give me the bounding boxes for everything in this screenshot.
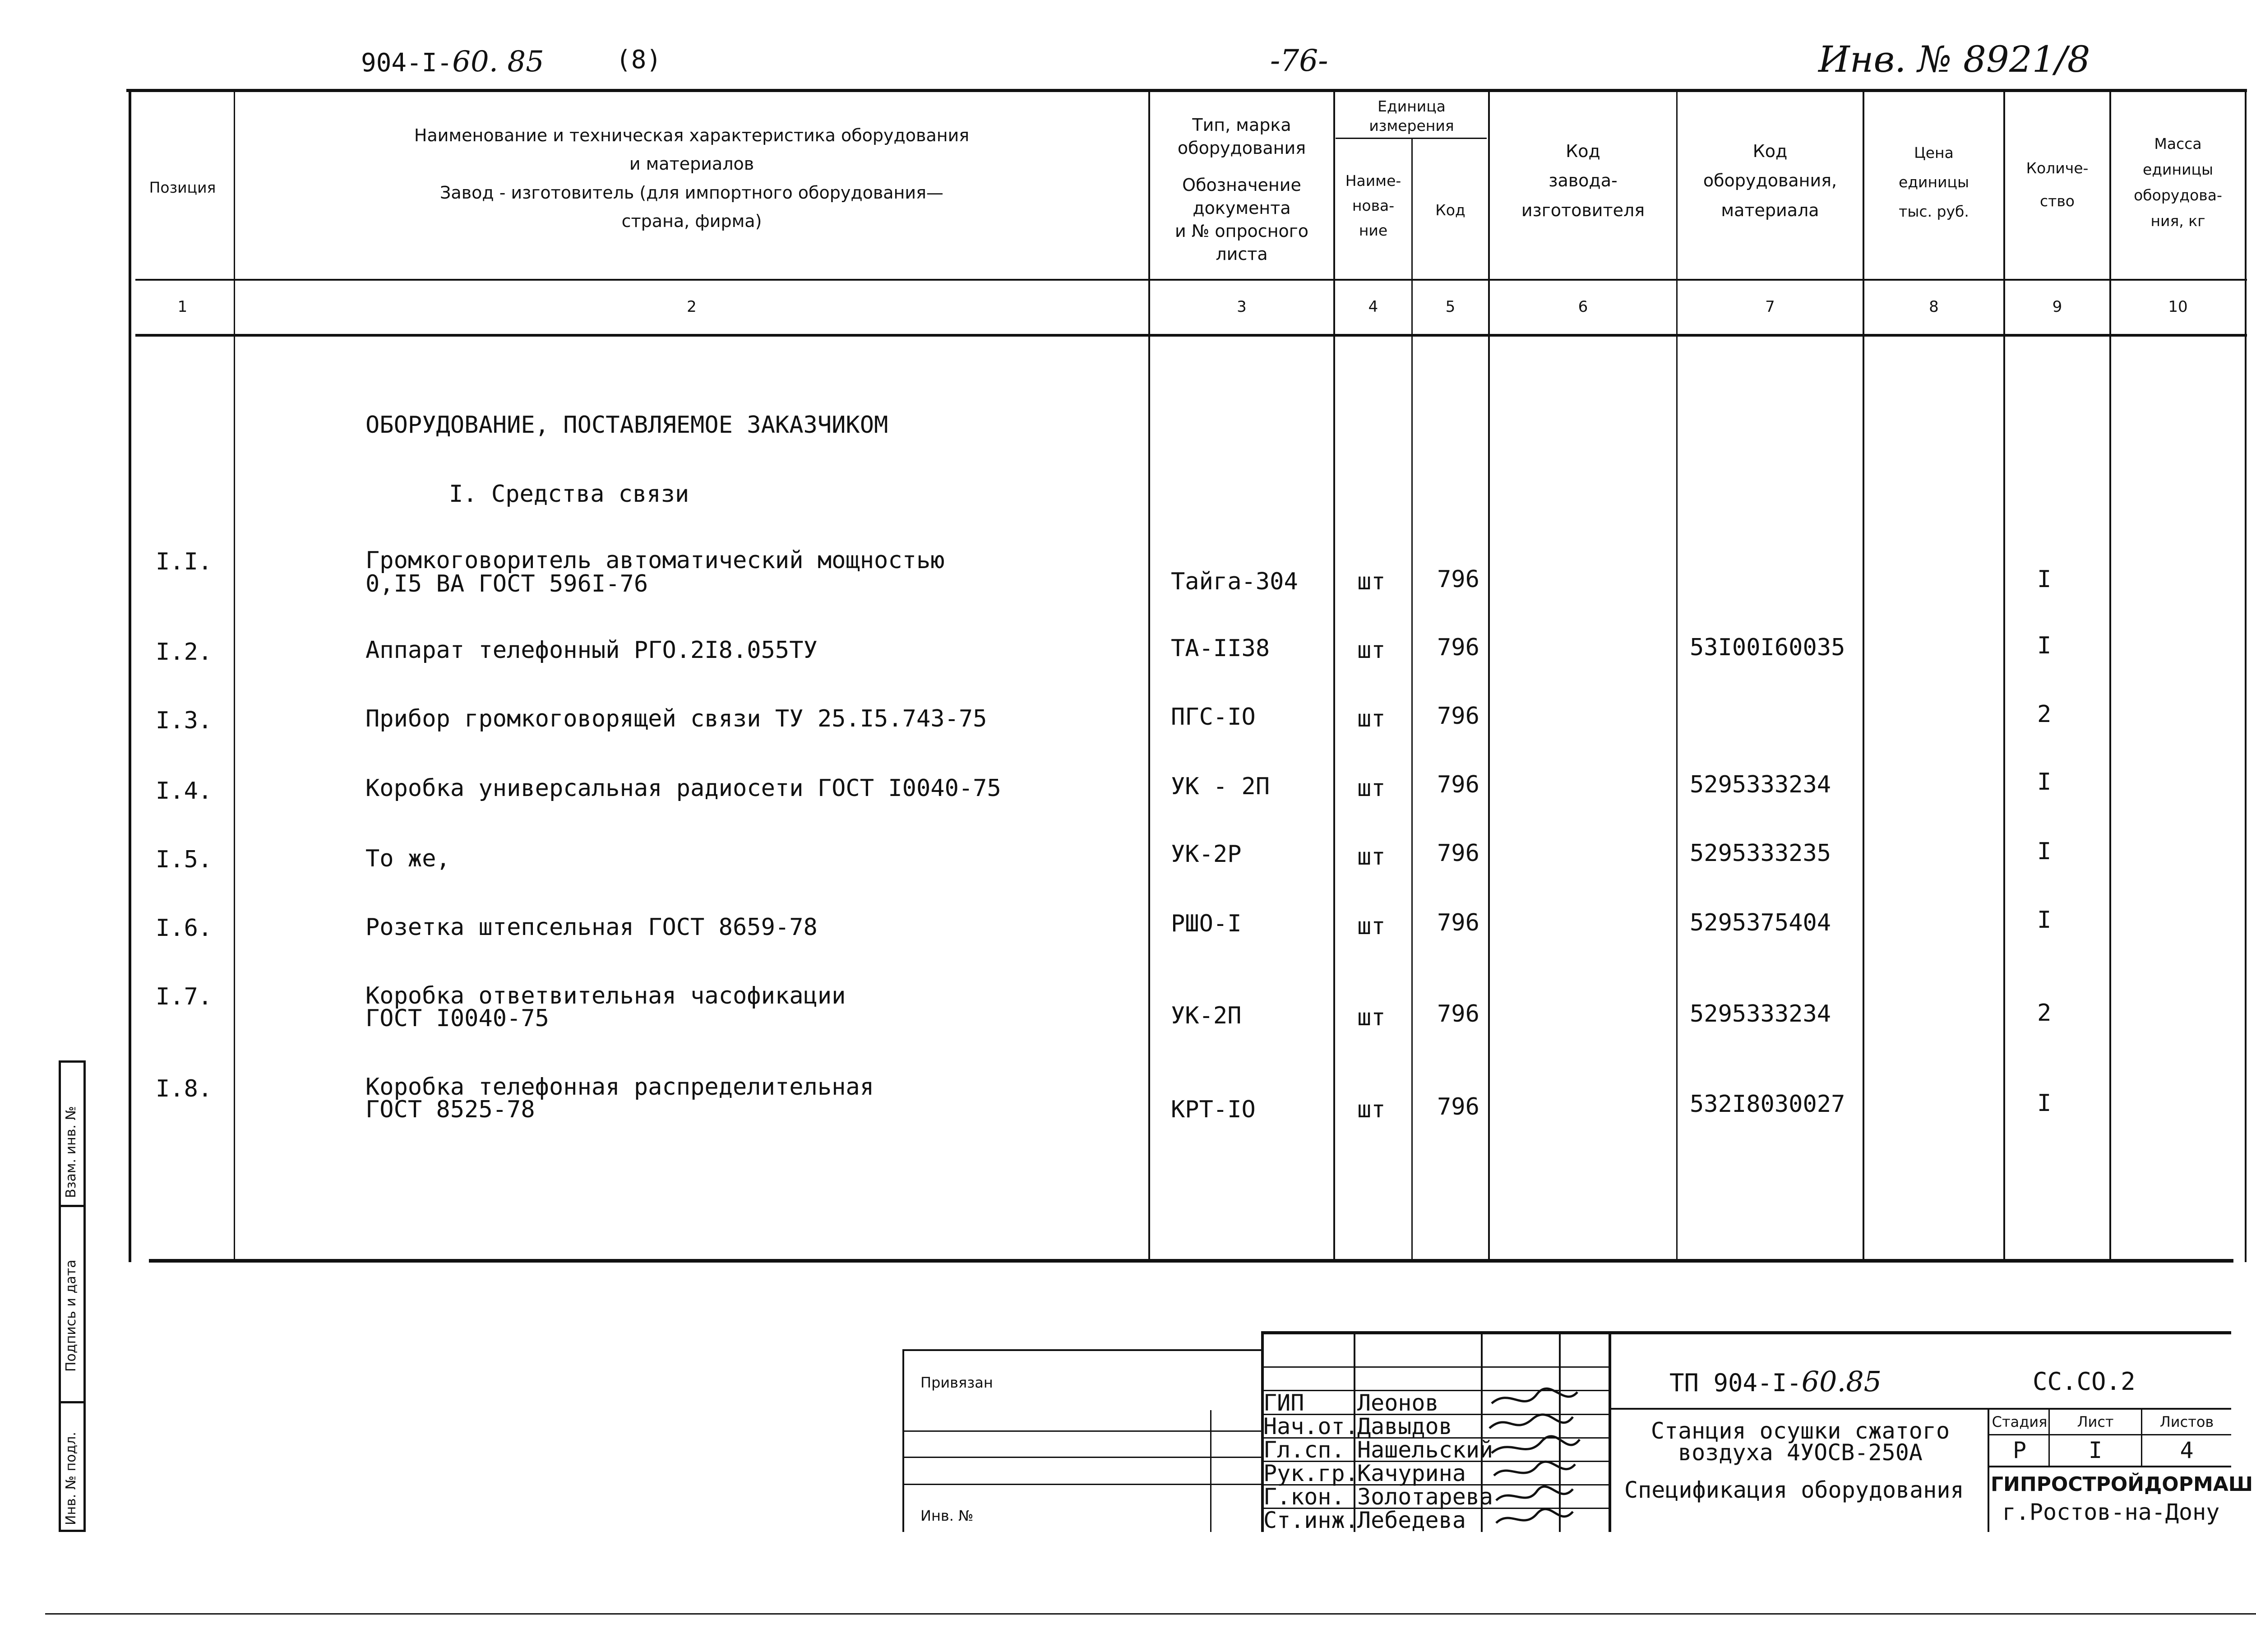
- col-line-9: [2109, 89, 2111, 1262]
- row-name-line2: ГОСТ 8525-78: [365, 1096, 535, 1123]
- page-bottom-line: [45, 1613, 2256, 1615]
- header-unit-l1: Единица: [1378, 97, 1446, 115]
- doc-number-handwritten: 60. 85: [452, 45, 544, 79]
- table-bottom-border: [149, 1259, 2233, 1263]
- inventory-number: Инв. № 8921/8: [1818, 38, 2090, 80]
- privyazan-line1: [902, 1430, 1263, 1432]
- row-material-code: 53I00I60035: [1690, 634, 1845, 661]
- row-name-line1: Прибор громкоговорящей связи ТУ 25.I5.743-75: [365, 705, 987, 732]
- subsection-title: I. Средства связи: [449, 481, 689, 508]
- header-unit-code: Код: [1435, 201, 1465, 219]
- row-unit-code: 796: [1437, 909, 1479, 936]
- table-top-border: [126, 89, 2247, 92]
- col-line-7: [1863, 89, 1864, 1262]
- row-unit: шт: [1357, 568, 1386, 595]
- side-strip-top: [59, 1060, 86, 1063]
- name-lebedeva: Лебедева: [1357, 1507, 1466, 1533]
- side-vzam-label: Взам. инв. №: [63, 1106, 79, 1198]
- header-type-l5: и № опросного: [1174, 221, 1309, 241]
- colnum-3: 3: [1237, 298, 1247, 316]
- header-factory-code-l3: изготовителя: [1521, 200, 1645, 220]
- row-quantity: 2: [2037, 1000, 2052, 1027]
- row-unit-code: 796: [1437, 771, 1479, 798]
- privyazan-line2: [902, 1457, 1263, 1458]
- row-unit: шт: [1357, 1004, 1386, 1031]
- org-name: ГИПРОСТРОЙДОРМАШ: [1991, 1473, 2253, 1496]
- header-factory-code: [1490, 140, 1676, 222]
- page-number: -76-: [1270, 43, 1328, 78]
- stage-row-bottom: [1988, 1466, 2231, 1467]
- row-unit-code: 796: [1437, 634, 1479, 661]
- colnum-8: 8: [1929, 298, 1939, 316]
- header-material-code-l1: Код: [1752, 141, 1788, 161]
- row-name-line2: 0,I5 ВА ГОСТ 596I-76: [365, 570, 648, 597]
- sheets-value: 4: [2180, 1437, 2194, 1463]
- role-gl-sp: Гл.сп.: [1263, 1437, 1345, 1463]
- tp-number: [1669, 1365, 1882, 1398]
- side-strip-div1: [59, 1205, 86, 1207]
- doc-number-print: 904-I-: [361, 48, 453, 78]
- privyazan-left: [902, 1349, 904, 1532]
- signature-5: [1496, 1486, 1573, 1500]
- row-type: КРТ-IO: [1171, 1096, 1256, 1123]
- side-strip-bottom: [59, 1530, 86, 1532]
- org-city: г.Ростов-на-Дону: [2002, 1499, 2220, 1525]
- col-line-3: [1333, 89, 1335, 1262]
- row-quantity: I: [2037, 566, 2052, 593]
- row-material-code: 5295333235: [1690, 840, 1831, 867]
- signatures-drawing: [1483, 1385, 1595, 1532]
- side-strip-right: [83, 1060, 86, 1532]
- row-name-line1: Аппарат телефонный РГО.2I8.055ТУ: [365, 637, 818, 664]
- header-price-l2: единицы: [1898, 173, 1969, 191]
- sheets-label: Листов: [2159, 1413, 2214, 1430]
- header-quantity-l2: ство: [2039, 192, 2075, 210]
- colnum-7: 7: [1765, 298, 1775, 316]
- title-line2: воздуха 4УОСВ-250А: [1678, 1439, 1923, 1466]
- row-type: УК - 2П: [1171, 773, 1270, 800]
- colnum-2: 2: [687, 298, 697, 316]
- row-position: I.2.: [156, 639, 213, 666]
- name-zolotareva: Золотарева: [1357, 1484, 1493, 1510]
- stamp-grid-right: [1609, 1331, 1611, 1532]
- header-mass-l4: ния, кг: [2150, 212, 2205, 230]
- row-quantity: I: [2037, 907, 2052, 934]
- colnum-5: 5: [1445, 298, 1456, 316]
- sheet-label: Лист: [2077, 1413, 2114, 1430]
- doc-number: [361, 45, 544, 79]
- row-position: I.I.: [156, 548, 213, 575]
- signature-2: [1489, 1415, 1573, 1428]
- header-name-l3: Завод - изготовитель (для импортного оборудования—: [440, 182, 943, 203]
- row-position: I.5.: [156, 846, 213, 873]
- header-quantity-l1: Количе-: [2026, 159, 2089, 177]
- header-name: [235, 124, 1148, 233]
- stage-label: Стадия: [1992, 1413, 2048, 1430]
- header-type-l2: оборудования: [1177, 138, 1306, 158]
- section-title: ОБОРУДОВАНИЕ, ПОСТАВЛЯЕМОЕ ЗАКАЗЧИКОМ: [365, 412, 888, 439]
- role-g-kon: Г.кон.: [1263, 1484, 1345, 1510]
- col-line-10: [2245, 89, 2247, 1262]
- privyazan-inner-v: [1210, 1410, 1211, 1532]
- row-quantity: I: [2037, 1090, 2052, 1117]
- header-name-l2: и материалов: [629, 154, 754, 174]
- header-type-l6: листа: [1216, 244, 1268, 264]
- name-leonov: Леонов: [1357, 1390, 1439, 1416]
- side-strip-left: [59, 1060, 61, 1532]
- header-mass-l3: оборудова-: [2134, 186, 2222, 204]
- header-name-l1: Наименование и техническая характеристика оборудования: [414, 125, 970, 145]
- sheet-code: СС.СО.2: [2033, 1367, 2136, 1396]
- row-quantity: I: [2037, 632, 2052, 659]
- tp-number-print: ТП 904-I-: [1669, 1369, 1802, 1397]
- role-st-inzh: Ст.инж.: [1263, 1507, 1359, 1533]
- row-position: I.4.: [156, 777, 213, 805]
- name-kachurina: Качурина: [1357, 1460, 1466, 1486]
- header-factory-code-l2: завода-: [1549, 171, 1618, 191]
- privyazan-line3: [902, 1484, 1263, 1485]
- header-price-l3: тыс. руб.: [1899, 202, 1969, 220]
- header-material-code: [1678, 140, 1863, 222]
- row-unit: шт: [1357, 705, 1386, 732]
- row-type: Тайга-304: [1171, 568, 1298, 595]
- title-v-divider: [1988, 1408, 1989, 1532]
- side-strip-div2: [59, 1401, 86, 1403]
- colnum-divider: [135, 334, 2247, 337]
- header-unit-name-l3: ние: [1359, 221, 1388, 239]
- row-type: ПГС-IO: [1171, 703, 1256, 731]
- privyazan-top: [902, 1349, 1263, 1351]
- role-gip: ГИП: [1263, 1390, 1304, 1416]
- row-quantity: 2: [2037, 701, 2052, 728]
- row-position: I.7.: [156, 983, 213, 1010]
- row-name-line1: Коробка телефонная распределительная: [365, 1074, 874, 1101]
- row-name-line1: Громкоговоритель автоматический мощностью: [365, 547, 945, 574]
- colnum-6: 6: [1578, 298, 1588, 316]
- row-unit-code: 796: [1437, 1000, 1479, 1027]
- row-position: I.6.: [156, 915, 213, 942]
- col-line-5: [1488, 89, 1490, 1262]
- title-line1: Станция осушки сжатого: [1650, 1418, 1950, 1444]
- header-divider: [135, 279, 2247, 281]
- name-nashelsky: Нашельский: [1357, 1437, 1493, 1463]
- header-unit: [1335, 97, 1488, 136]
- title-h-divider: [1609, 1408, 2231, 1410]
- header-type-l1: Тип, марка: [1192, 115, 1291, 135]
- row-type: УК-2П: [1171, 1002, 1242, 1029]
- stage-row-top: [1988, 1434, 2231, 1435]
- row-position: I.3.: [156, 707, 213, 734]
- row-name-line1: Коробка ответвительная часофикации: [365, 982, 846, 1009]
- title-line3: Спецификация оборудования: [1624, 1477, 1964, 1503]
- header-mass-l2: единицы: [2142, 160, 2214, 178]
- signature-1: [1492, 1388, 1577, 1403]
- header-mass: [2111, 134, 2245, 231]
- row-quantity: I: [2037, 838, 2052, 865]
- privyazan-label: Привязан: [920, 1374, 993, 1391]
- signature-6: [1496, 1509, 1573, 1523]
- row-material-code: 5295375404: [1690, 909, 1831, 936]
- row-unit: шт: [1357, 1096, 1386, 1123]
- row-unit: шт: [1357, 637, 1386, 664]
- name-davydov: Давыдов: [1357, 1413, 1452, 1439]
- role-ruk-gr: Рук.гр.: [1263, 1460, 1359, 1486]
- header-quantity: [2005, 159, 2109, 211]
- sheet-paren: (8): [616, 45, 662, 74]
- header-factory-code-l1: Код: [1566, 141, 1600, 161]
- tp-number-handwritten: 60.85: [1801, 1365, 1882, 1398]
- row-type: РШО-I: [1171, 910, 1242, 937]
- row-unit: шт: [1357, 913, 1386, 940]
- row-type: УК-2Р: [1171, 841, 1242, 868]
- row-unit-code: 796: [1437, 840, 1479, 867]
- row-position: I.8.: [156, 1075, 213, 1102]
- role-nach-ot: Нач.от.: [1263, 1413, 1359, 1439]
- row-material-code: 5295333234: [1690, 1000, 1831, 1027]
- stamp-grid-h1: [1261, 1366, 1609, 1368]
- row-quantity: I: [2037, 768, 2052, 796]
- header-mass-l1: Масса: [2154, 135, 2202, 153]
- col-line-6: [1676, 89, 1678, 1262]
- header-unit-name: [1335, 171, 1411, 241]
- side-signature-label: Подпись и дата: [63, 1259, 79, 1372]
- header-price: [1864, 143, 2003, 222]
- row-name-line1: Розетка штепсельная ГОСТ 8659-78: [365, 914, 818, 941]
- row-material-code: 532I8030027: [1690, 1091, 1845, 1118]
- sheet-value: I: [2088, 1437, 2103, 1463]
- header-type: [1150, 114, 1333, 266]
- colnum-9: 9: [2052, 298, 2062, 316]
- stage-value: Р: [2012, 1437, 2027, 1463]
- inv-no-label: Инв. №: [920, 1507, 974, 1524]
- stamp-top-border: [1261, 1331, 2231, 1334]
- header-type-l3: Обозначение: [1182, 175, 1301, 195]
- row-unit-code: 796: [1437, 1093, 1479, 1120]
- row-type: ТА-II38: [1171, 635, 1270, 662]
- row-unit: шт: [1357, 775, 1386, 802]
- side-inv-label: Инв. № подл.: [63, 1432, 79, 1525]
- colnum-4: 4: [1368, 298, 1378, 316]
- row-material-code: 5295333234: [1690, 771, 1831, 798]
- colnum-10: 10: [2168, 298, 2188, 316]
- header-unit-name-l2: нова-: [1352, 196, 1395, 214]
- header-position: Позиция: [149, 179, 216, 196]
- header-material-code-l3: материала: [1721, 200, 1819, 220]
- header-name-l4: страна, фирма): [621, 211, 762, 231]
- header-material-code-l2: оборудования,: [1703, 171, 1837, 191]
- col-line-0: [129, 89, 131, 1262]
- row-name-line1: Коробка универсальная радиосети ГОСТ I0040-75: [365, 775, 1001, 802]
- row-name-line1: То же,: [365, 845, 450, 872]
- row-unit-code: 796: [1437, 566, 1479, 593]
- header-unit-l2: измерения: [1369, 116, 1454, 134]
- row-name-line2: ГОСТ I0040-75: [365, 1005, 549, 1032]
- row-unit-code: 796: [1437, 703, 1479, 730]
- colnum-1: 1: [177, 298, 188, 316]
- header-unit-name-l1: Наиме-: [1345, 172, 1401, 190]
- col-line-8: [2003, 89, 2005, 1262]
- signature-4: [1494, 1462, 1575, 1476]
- header-price-l1: Цена: [1914, 144, 1954, 162]
- col-line-1: [234, 89, 235, 1262]
- header-type-l4: документа: [1193, 198, 1291, 218]
- row-unit: шт: [1357, 843, 1386, 870]
- signature-3: [1492, 1436, 1580, 1453]
